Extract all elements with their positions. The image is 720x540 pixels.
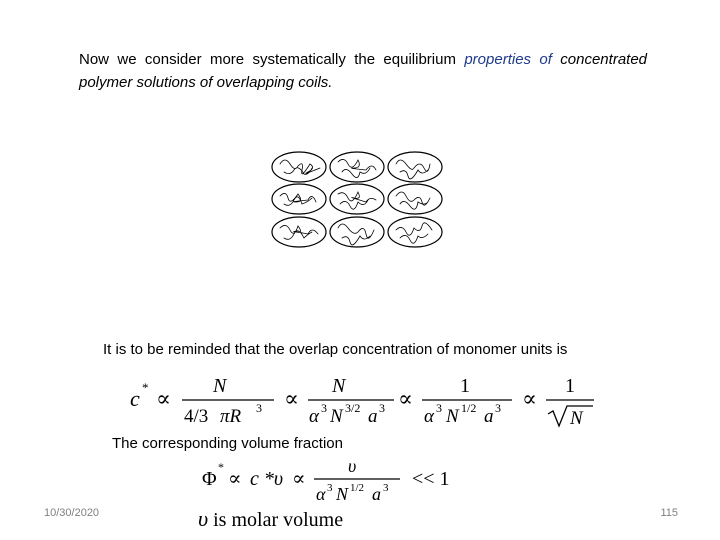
overlapping-coils-figure bbox=[270, 150, 444, 250]
volume-equation-svg bbox=[198, 457, 488, 507]
footer-page-number: 115 bbox=[660, 507, 678, 519]
coil-circle bbox=[272, 152, 326, 182]
eq1-lhs: c bbox=[130, 386, 140, 411]
eq2-mid: c *υ bbox=[250, 468, 284, 490]
eq1-f3-den-b: N bbox=[446, 406, 459, 427]
eq2-f-den-c-exp: 3 bbox=[383, 482, 389, 494]
coils-svg bbox=[270, 150, 444, 250]
volume-fraction-label: The corresponding volume fraction bbox=[112, 435, 343, 452]
eq1-f1-den-b: πR bbox=[220, 406, 242, 427]
footer-date: 10/30/2020 bbox=[44, 507, 100, 519]
intro-paragraph bbox=[79, 48, 647, 94]
coil-chain bbox=[338, 192, 376, 209]
eq1-f2-num: N bbox=[332, 375, 346, 397]
coil-chain bbox=[280, 160, 320, 174]
eq1-f3-den-c-exp: 3 bbox=[495, 401, 501, 415]
molar-volume-text: is molar volume bbox=[208, 509, 344, 531]
eq2-lhs: Φ bbox=[202, 468, 217, 490]
overlap-concentration-equation bbox=[128, 370, 598, 430]
overlap-equation-svg bbox=[128, 370, 598, 430]
eq1-f1-den-exp: 3 bbox=[256, 401, 262, 415]
eq1-prop-4: ∝ bbox=[522, 386, 537, 411]
coil-chain bbox=[280, 225, 318, 239]
eq1-f3-num: 1 bbox=[460, 375, 470, 397]
eq1-f2-den-c: a bbox=[368, 406, 378, 427]
intro-highlight: properties of bbox=[464, 51, 552, 68]
eq1-f3-den-a: α bbox=[424, 406, 434, 427]
eq2-f-den-c: a bbox=[372, 484, 381, 504]
eq2-rhs: << 1 bbox=[412, 468, 450, 490]
molar-volume-note bbox=[198, 506, 343, 533]
eq1-f3-den-a-exp: 3 bbox=[436, 401, 442, 415]
coil-chain bbox=[396, 192, 430, 209]
eq2-f-den-b: N bbox=[336, 484, 349, 504]
coil-chain bbox=[396, 223, 432, 243]
molar-volume-symbol: υ bbox=[198, 506, 209, 531]
overlap-reminder: It is to be reminded that the overlap concentration of monomer units is bbox=[103, 341, 568, 358]
eq1-f1-den-a: 4/3 bbox=[184, 406, 209, 427]
eq1-f2-den-c-exp: 3 bbox=[379, 401, 385, 415]
eq1-f2-den-a-exp: 3 bbox=[321, 401, 327, 415]
volume-fraction-equation bbox=[198, 457, 488, 507]
eq2-f-den-a: α bbox=[316, 484, 326, 504]
intro-text-1: Now we consider more systematically the equilibrium bbox=[79, 51, 465, 68]
eq1-f4-den: N bbox=[570, 408, 583, 429]
eq1-f2-den-b: N bbox=[330, 406, 343, 427]
intro-text-2: concentrated polymer solutions of overlapping coils. bbox=[79, 51, 648, 91]
coil-circle bbox=[330, 217, 384, 247]
coil-circle bbox=[272, 184, 326, 214]
eq1-f2-den-a: α bbox=[309, 406, 319, 427]
eq2-prop-1: ∝ bbox=[228, 468, 242, 490]
eq1-f3-den-b-exp: 1/2 bbox=[461, 401, 477, 415]
eq2-f-den-a-exp: 3 bbox=[327, 482, 333, 494]
eq2-f-num: υ bbox=[348, 457, 357, 476]
eq1-lhs-sup: * bbox=[142, 380, 149, 395]
eq2-lhs-sup: * bbox=[218, 460, 224, 474]
coil-chain bbox=[396, 160, 430, 179]
eq1-prop-2: ∝ bbox=[284, 386, 299, 411]
eq1-f4-num: 1 bbox=[565, 375, 575, 397]
eq2-f-den-b-exp: 1/2 bbox=[350, 482, 365, 494]
eq1-prop-1: ∝ bbox=[156, 386, 171, 411]
coil-chain bbox=[338, 224, 374, 245]
eq1-prop-3: ∝ bbox=[398, 386, 413, 411]
eq1-f3-den-c: a bbox=[484, 406, 494, 427]
eq1-f2-den-b-exp: 3/2 bbox=[345, 401, 361, 415]
coil-chain bbox=[280, 193, 316, 205]
coil-chain bbox=[338, 159, 376, 177]
eq2-prop-2: ∝ bbox=[292, 468, 306, 490]
eq1-f1-num: N bbox=[213, 375, 227, 397]
